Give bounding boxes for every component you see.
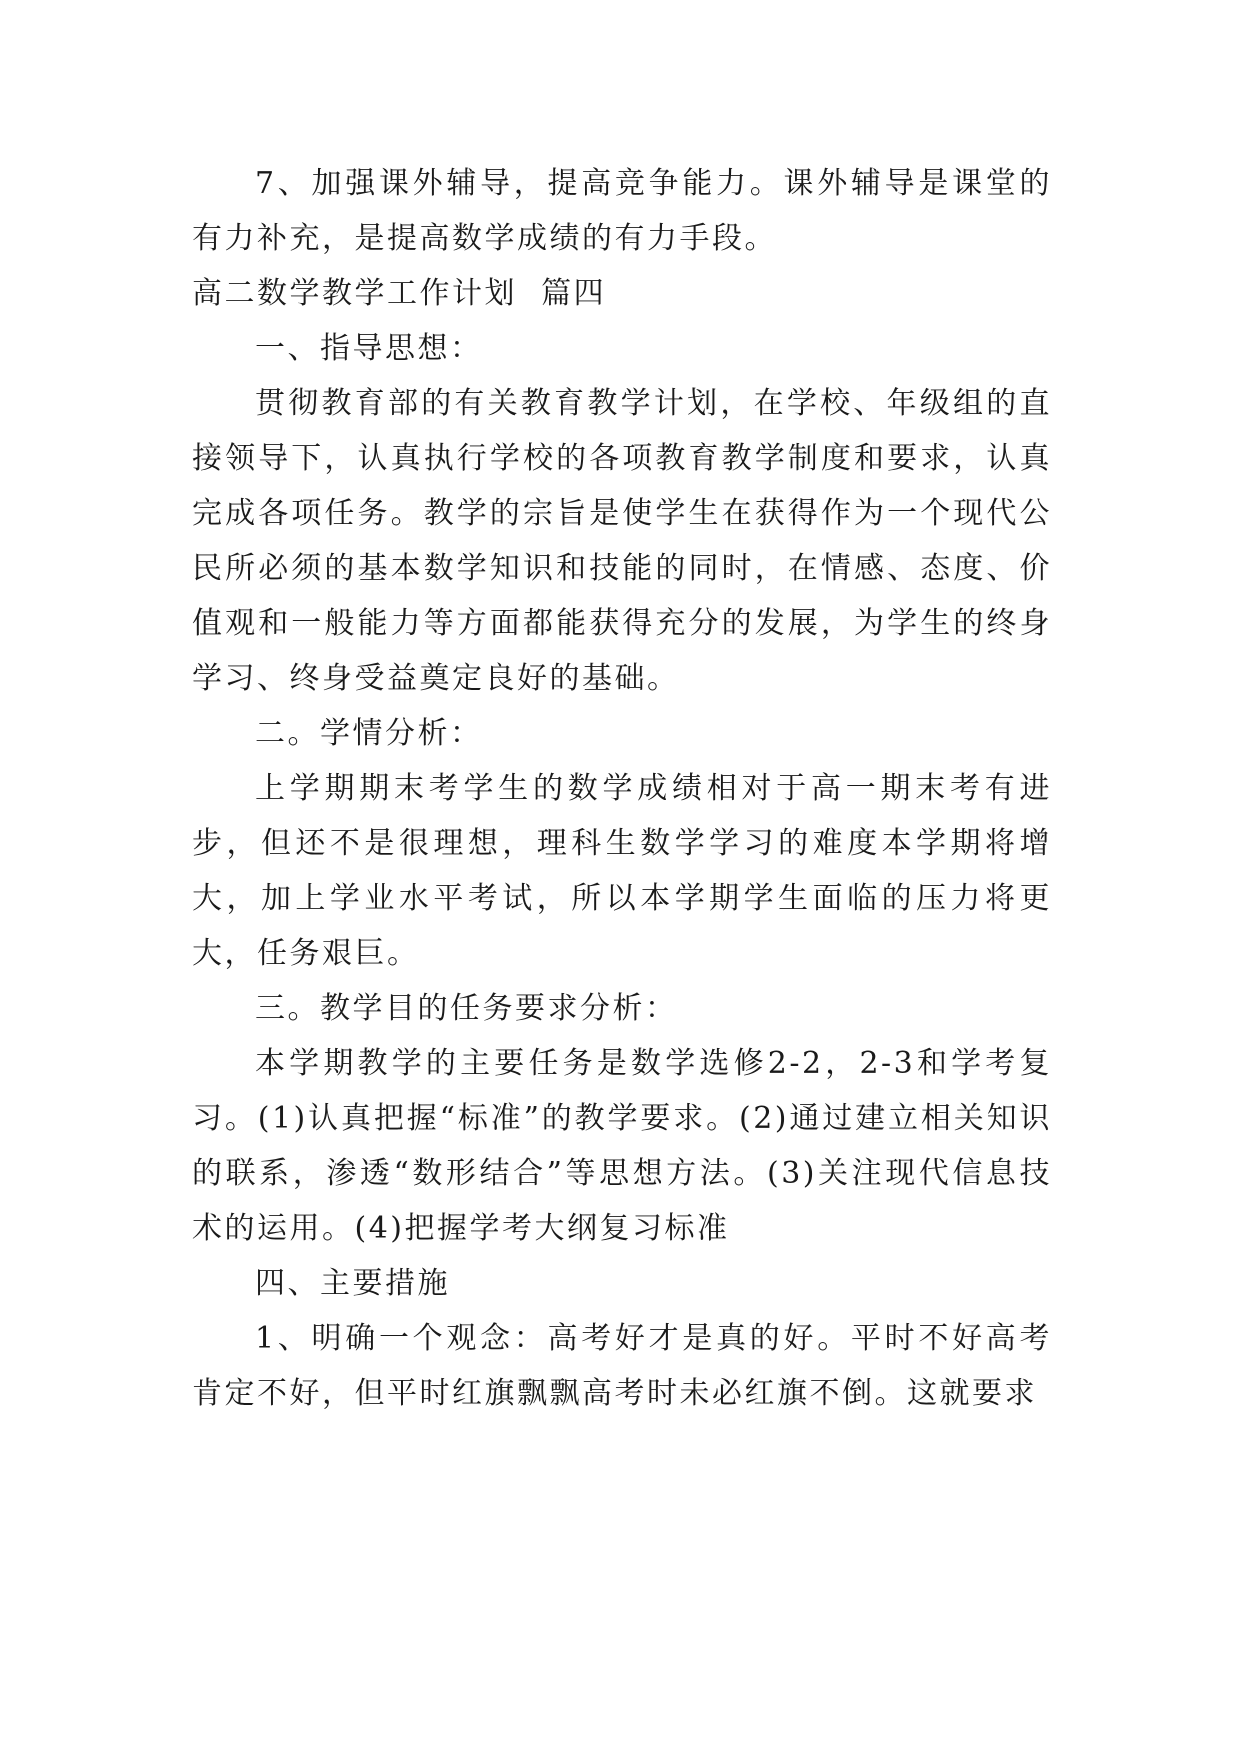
paragraph-main-measures: 1、明确一个观念：高考好才是真的好。平时不好高考肯定不好，但平时红旗飘飘高考时未必红旗不倒。这就要求 <box>192 1321 1052 1411</box>
heading-guiding-ideology: 一、指导思想： <box>255 331 483 366</box>
heading-student-analysis: 二。学情分析： <box>255 716 483 751</box>
paragraph-guiding-ideology: 贯彻教育部的有关教育教学计划，在学校、年级组的直接领导下，认真执行学校的各项教育教学制度和要求，认真完成各项任务。教学的宗旨是使学生在获得作为一个现代公民所必须的基本数学知识和技能的同时，在情感、态度、价值观和一般能力等方面都能获得充分的发展，为学生的终身学习、终身受益奠定良好的基础。 <box>192 386 1052 696</box>
heading-teaching-objectives: 三。教学目的任务要求分析： <box>255 991 678 1026</box>
paragraph-extracurricular-tutoring: 7、加强课外辅导，提高竞争能力。课外辅导是课堂的有力补充，是提高数学成绩的有力手段。 <box>192 166 1052 256</box>
heading-main-measures: 四、主要措施 <box>255 1266 450 1301</box>
document-page <box>192 156 1052 1421</box>
paragraph-student-analysis: 上学期期末考学生的数学成绩相对于高一期末考有进步，但还不是很理想，理科生数学学习的难度本学期将增大，加上学业水平考试，所以本学期学生面临的压力将更大，任务艰巨。 <box>192 771 1052 971</box>
paragraph-teaching-objectives: 本学期教学的主要任务是数学选修2-2，2-3和学考复习。(1)认真把握“标准”的教学要求。(2)通过建立相关知识的联系，渗透“数形结合”等思想方法。(3)关注现代信息技术的运用。(4)把握学考大纲复习标准 <box>192 1046 1052 1246</box>
section-title: 高二数学教学工作计划 篇四 <box>192 276 607 311</box>
